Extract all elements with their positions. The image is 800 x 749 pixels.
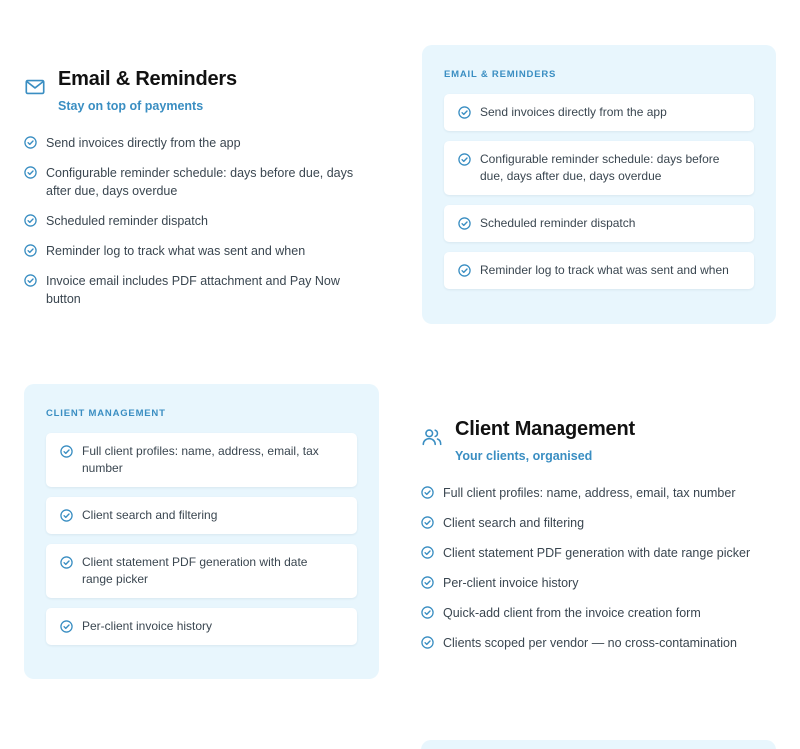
check-circle-icon	[421, 486, 434, 499]
card-item	[46, 544, 357, 598]
list-item	[421, 634, 791, 652]
feature-text: Full client profiles: name, address, email, tax number	[443, 486, 736, 500]
card-item-text: Scheduled reminder dispatch	[480, 216, 636, 230]
card-item	[444, 94, 754, 131]
card-item	[444, 252, 754, 289]
card-item-text: Client statement PDF generation with date range picker	[82, 555, 308, 586]
card-item	[444, 141, 754, 195]
list-item	[24, 212, 374, 230]
list-item	[24, 242, 374, 260]
list-item	[421, 574, 791, 592]
check-circle-icon	[60, 556, 73, 569]
card-item	[444, 205, 754, 242]
list-item	[421, 514, 791, 532]
list-item	[24, 164, 374, 200]
card-item-text: Full client profiles: name, address, email, tax number	[82, 444, 319, 475]
check-circle-icon	[60, 445, 73, 458]
feature-text: Quick-add client from the invoice creation form	[443, 606, 701, 620]
list-item	[421, 604, 791, 622]
card-item-text: Configurable reminder schedule: days before due, days after due, days overdue	[480, 152, 720, 183]
card-item	[46, 608, 357, 645]
check-circle-icon	[421, 546, 434, 559]
feature-text: Send invoices directly from the app	[46, 136, 241, 150]
list-item	[421, 484, 791, 502]
email-section-title: Email & Reminders	[58, 68, 237, 90]
check-circle-icon	[60, 620, 73, 633]
client-section-header	[421, 416, 635, 463]
users-icon	[421, 426, 445, 450]
feature-text: Scheduled reminder dispatch	[46, 214, 208, 228]
card-item-text: Send invoices directly from the app	[480, 105, 667, 119]
card-item-text: Reminder log to track what was sent and when	[480, 263, 729, 277]
check-circle-icon	[458, 217, 471, 230]
client-card-label: CLIENT MANAGEMENT	[46, 408, 166, 419]
check-circle-icon	[421, 606, 434, 619]
client-section-subtitle: Your clients, organised	[455, 449, 593, 463]
list-item	[421, 544, 791, 562]
feature-text: Configurable reminder schedule: days before due, days after due, days overdue	[46, 166, 354, 198]
check-circle-icon	[421, 576, 434, 589]
check-circle-icon	[421, 516, 434, 529]
card-item	[46, 497, 357, 534]
list-item	[24, 134, 374, 152]
email-section-subtitle: Stay on top of payments	[58, 99, 204, 113]
check-circle-icon	[458, 264, 471, 277]
check-circle-icon	[60, 509, 73, 522]
check-circle-icon	[458, 153, 471, 166]
feature-text: Client search and filtering	[443, 516, 585, 530]
check-circle-icon	[24, 166, 37, 179]
feature-text: Reminder log to track what was sent and when	[46, 244, 306, 258]
next-section-card	[421, 740, 776, 749]
email-feature-list	[24, 134, 374, 320]
card-item	[46, 433, 357, 487]
check-circle-icon	[24, 274, 37, 287]
feature-text: Clients scoped per vendor — no cross-contamination	[443, 636, 737, 650]
check-circle-icon	[24, 244, 37, 257]
check-circle-icon	[421, 636, 434, 649]
check-circle-icon	[24, 214, 37, 227]
feature-text: Per-client invoice history	[443, 576, 579, 590]
card-item-text: Client search and filtering	[82, 508, 218, 522]
envelope-icon	[24, 76, 48, 100]
check-circle-icon	[458, 106, 471, 119]
feature-text: Invoice email includes PDF attachment and Pay Now button	[46, 274, 340, 306]
client-preview-card	[24, 384, 379, 679]
check-circle-icon	[24, 136, 37, 149]
email-preview-card	[422, 45, 776, 324]
client-feature-list	[421, 484, 791, 664]
card-item-text: Per-client invoice history	[82, 619, 213, 633]
email-card-label: EMAIL & REMINDERS	[444, 69, 557, 80]
client-section-title: Client Management	[455, 418, 635, 440]
list-item	[24, 272, 374, 308]
feature-text: Client statement PDF generation with date range picker	[443, 546, 751, 560]
email-section-header	[24, 66, 237, 113]
